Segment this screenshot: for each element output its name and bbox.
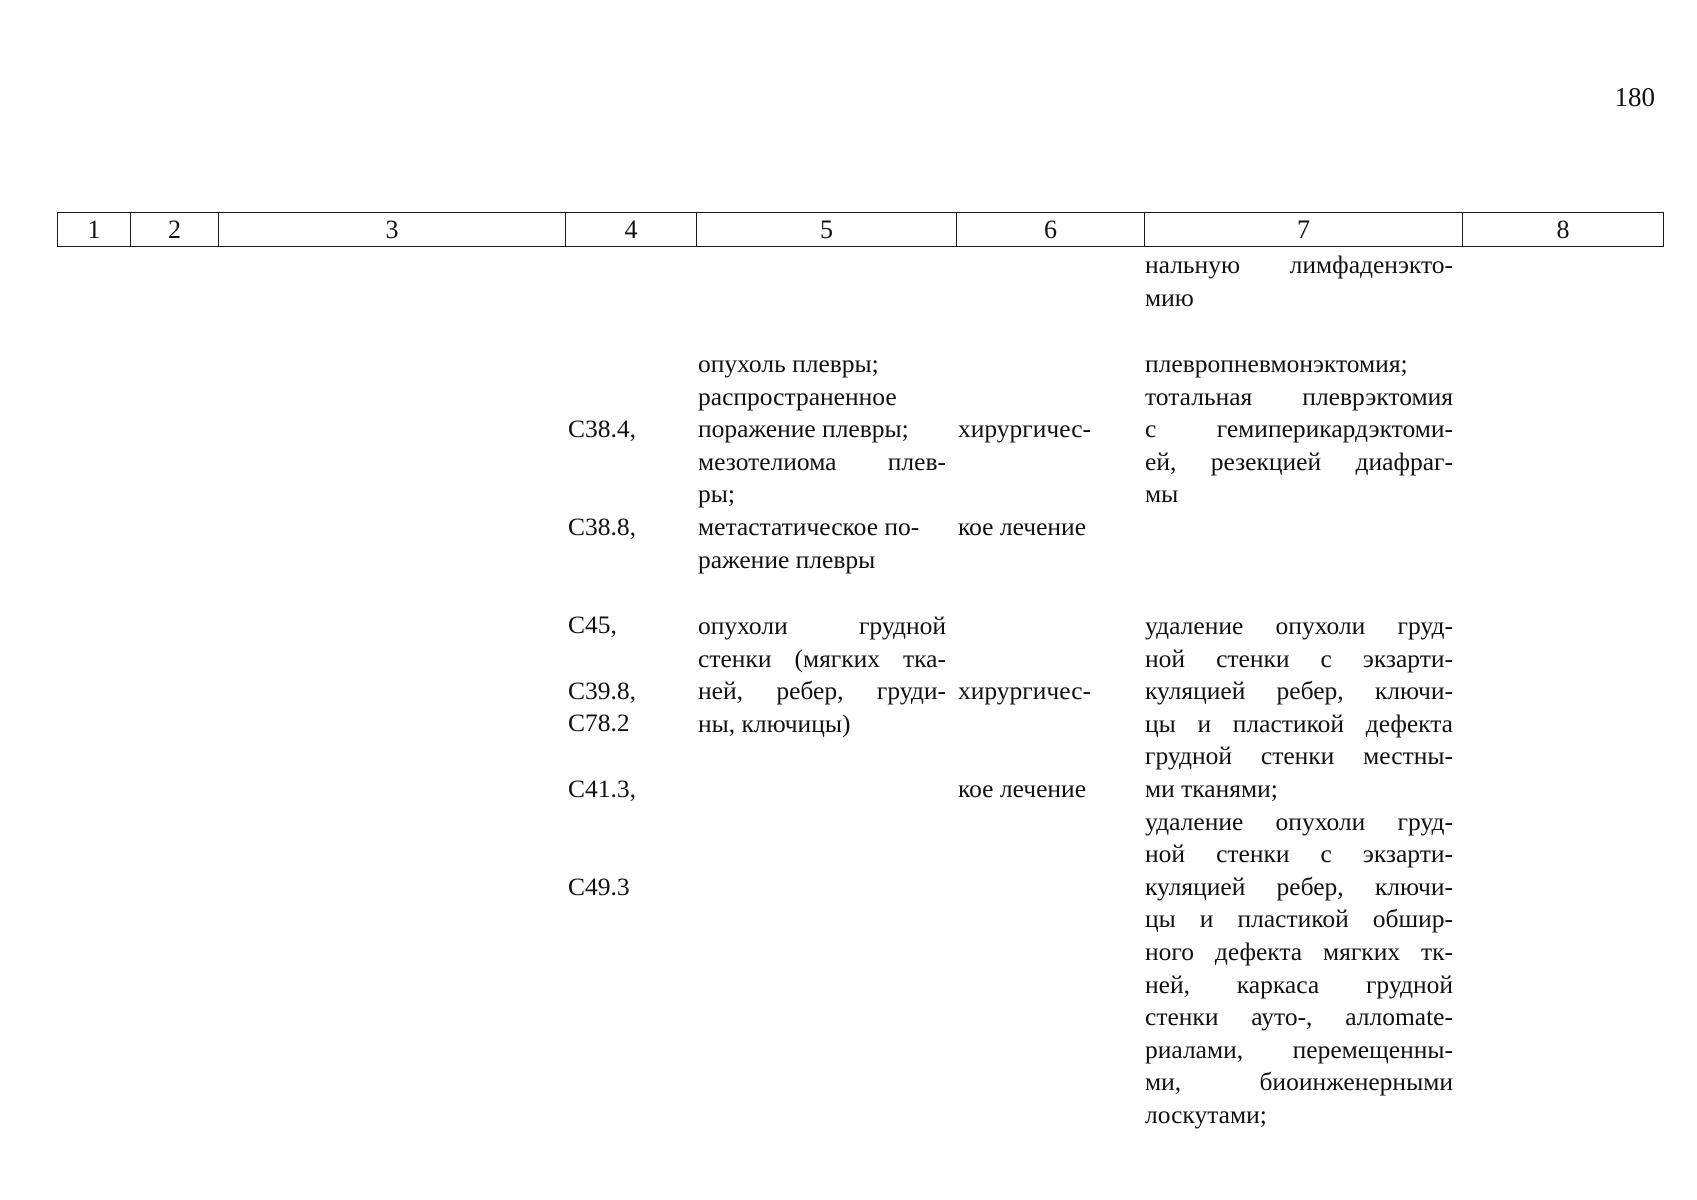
text-line: ной стенки с экзарти- [1145,643,1453,673]
icd-code: C38.8, [568,511,637,541]
text-line: стенки ауто-, аллomate- [1145,1002,1453,1032]
method-cell-continuation [1145,249,1453,314]
treatment-type-cell [958,348,1091,576]
text-line: с гемиперикардэктоми- [1145,414,1453,444]
column-header-6: 6 [957,213,1145,247]
column-header-2: 2 [131,213,219,247]
text-line: кое лечение [958,773,1087,803]
text-line: мию [1145,282,1194,312]
text-line: удаление опухоли груд- [1145,806,1453,836]
text-line: опухоль плевры; [698,349,879,378]
text-line: цы и пластикой обшир- [1145,904,1453,934]
column-header-4: 4 [566,213,697,247]
diagnosis-cell [698,610,946,740]
text-line: риалами, перемещенны- [1145,1034,1453,1064]
column-header-5: 5 [697,213,957,247]
icd-code: C49.3 [568,871,630,901]
text-line: ной стенки с экзарти- [1145,839,1453,869]
text-line: мы [1145,479,1179,509]
page-number: 180 [1614,82,1655,112]
text-line: ней, ребер, груди- [698,676,946,706]
text-line: метастатическое по- [698,511,920,541]
icd-codes-cell [568,610,636,936]
text-line: ми тканями; [1145,773,1278,803]
text-line: нальную лимфаденэкто- [1145,250,1453,279]
text-line: грудной стенки местны- [1145,741,1453,771]
text-line: цы и пластикой дефекта [1145,708,1453,738]
treatment-type-cell [958,610,1091,838]
text-line: ми, биоинженерными [1145,1067,1453,1097]
text-line: хирургичес- [958,414,1092,444]
text-line: ры; [698,479,735,509]
treatment-method-cell [1145,348,1453,511]
text-line: куляцией ребер, ключи- [1145,676,1453,706]
text-line: поражение плевры; [698,414,909,444]
icd-code: C78.2 [568,707,630,737]
text-line: опухоли грудной [698,611,946,640]
column-number-header [57,212,1664,247]
text-line: распространенное [698,381,897,411]
text-line: ны, ключицы) [698,708,851,738]
text-line: ей, резекцией диафраг- [1145,446,1453,476]
treatment-method-cell [1145,610,1453,1132]
text-line: ражение плевры [698,544,876,574]
icd-code: C38.4, [568,414,637,444]
text-line: кое лечение [958,511,1087,541]
icd-code: C45, [568,609,617,639]
text-line: мезотелиома плев- [698,446,946,476]
icd-code: C41.3, [568,773,637,803]
column-header-1: 1 [58,213,131,247]
text-line: удаление опухоли груд- [1145,611,1453,640]
column-header-3: 3 [219,213,566,247]
text-line: куляцией ребер, ключи- [1145,871,1453,901]
column-header-8: 8 [1463,213,1664,247]
text-line: стенки (мягких тка- [698,643,946,673]
icd-code: C39.8, [568,676,637,706]
text-line: ней, каркаса грудной [1145,969,1453,999]
text-line: ного дефекта мягких тк- [1145,936,1453,966]
text-line: хирургичес- [958,676,1092,706]
text-line: лоскутами; [1145,1099,1267,1129]
diagnosis-cell [698,348,946,576]
text-line: плевропневмонэктомия; [1145,349,1408,378]
column-header-7: 7 [1145,213,1463,247]
text-line: тотальная плеврэктомия [1145,381,1453,411]
